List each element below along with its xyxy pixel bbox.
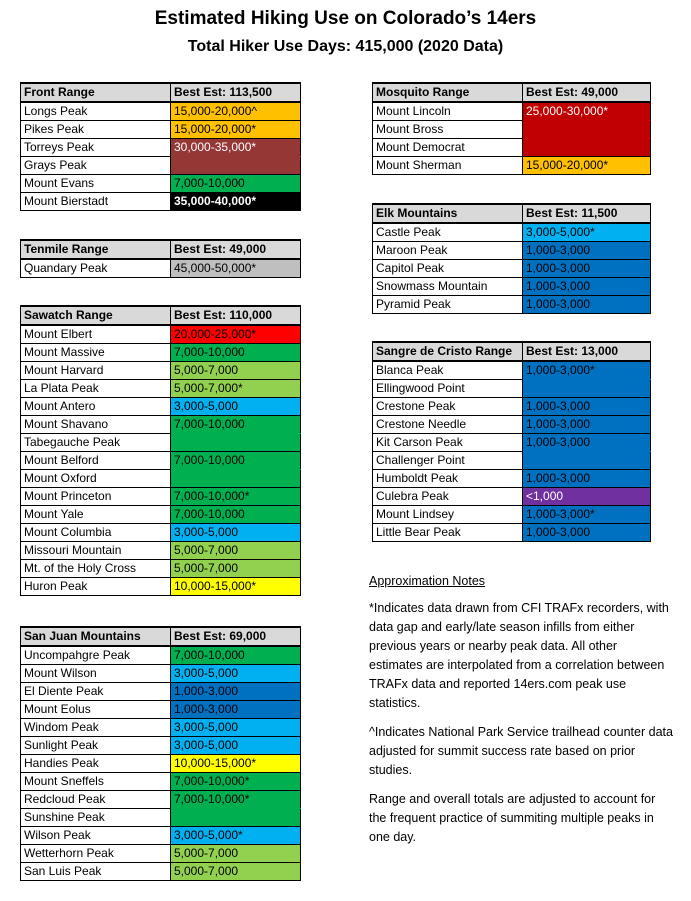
use-estimate [171, 157, 301, 175]
table-row [21, 542, 301, 560]
table-row [373, 278, 651, 296]
peak-name: Sunshine Peak [21, 809, 171, 827]
peak-name: El Diente Peak [21, 683, 171, 701]
table-row [373, 157, 651, 175]
peak-name: San Luis Peak [21, 863, 171, 881]
table-row [373, 102, 651, 121]
sangre-de-cristo-range-table [372, 341, 651, 542]
use-estimate: 1,000-3,000 [523, 398, 651, 416]
use-estimate: 1,000-3,000 [523, 470, 651, 488]
table-header-row [373, 83, 651, 102]
table-row [21, 193, 301, 211]
table-row [21, 102, 301, 121]
peak-name: Mount Yale [21, 506, 171, 524]
peak-name: Mount Democrat [373, 139, 523, 157]
table-row [21, 827, 301, 845]
range-name: Tenmile Range [21, 240, 171, 259]
note-caret: ^Indicates National Park Service trailhead counter data adjusted for summit success rate based on prior studies. [369, 725, 673, 777]
use-estimate: 15,000-20,000* [523, 157, 651, 175]
table-row [21, 344, 301, 362]
use-estimate: 5,000-7,000* [171, 380, 301, 398]
use-estimate: 1,000-3,000* [523, 506, 651, 524]
peak-name: Mount Wilson [21, 665, 171, 683]
notes-heading: Approximation Notes [369, 574, 486, 588]
peak-name: Mount Lincoln [373, 102, 523, 121]
table-row [373, 488, 651, 506]
table-row [21, 845, 301, 863]
table-row [373, 398, 651, 416]
table-row [21, 524, 301, 542]
peak-name: Crestone Needle [373, 416, 523, 434]
table-row [21, 791, 301, 809]
use-estimate: 25,000-30,000* [523, 102, 651, 121]
peak-name: Quandary Peak [21, 259, 171, 278]
table-row [373, 380, 651, 398]
peak-name: Grays Peak [21, 157, 171, 175]
table-row [21, 470, 301, 488]
table-row [21, 683, 301, 701]
use-estimate: 7,000-10,000* [171, 773, 301, 791]
range-name: San Juan Mountains [21, 627, 171, 646]
table-row [373, 242, 651, 260]
table-row [21, 157, 301, 175]
table-row [373, 470, 651, 488]
peak-name: Wilson Peak [21, 827, 171, 845]
peak-name: Handies Peak [21, 755, 171, 773]
peak-name: Mount Sneffels [21, 773, 171, 791]
peak-name: Capitol Peak [373, 260, 523, 278]
peak-name: Longs Peak [21, 102, 171, 121]
note-totals: Range and overall totals are adjusted to account for the frequent practice of summiting multiple peaks in one day. [369, 792, 656, 844]
use-estimate: 7,000-10,000 [171, 646, 301, 665]
table-row [373, 524, 651, 542]
page-subtitle: Total Hiker Use Days: 415,000 (2020 Data) [187, 38, 504, 55]
peak-name: Castle Peak [373, 223, 523, 242]
use-estimate: 7,000-10,000 [171, 344, 301, 362]
peak-name: Uncompahgre Peak [21, 646, 171, 665]
range-name: Sangre de Cristo Range [373, 342, 523, 361]
table-row [21, 362, 301, 380]
table-row [21, 737, 301, 755]
peak-name: Mount Harvard [21, 362, 171, 380]
use-estimate: 3,000-5,000 [171, 719, 301, 737]
use-estimate: 5,000-7,000 [171, 560, 301, 578]
range-name: Mosquito Range [373, 83, 523, 102]
table-row [373, 506, 651, 524]
peak-name: Mount Evans [21, 175, 171, 193]
use-estimate: 1,000-3,000* [523, 361, 651, 380]
table-row [21, 325, 301, 344]
peak-name: Challenger Point [373, 452, 523, 470]
table-row [373, 452, 651, 470]
peak-name: Pyramid Peak [373, 296, 523, 314]
peak-name: Humboldt Peak [373, 470, 523, 488]
range-best-estimate: Best Est: 110,000 [171, 306, 301, 325]
use-estimate [171, 434, 301, 452]
table-row [21, 139, 301, 157]
peak-name: Mount Antero [21, 398, 171, 416]
table-row [21, 121, 301, 139]
use-estimate: 1,000-3,000 [523, 416, 651, 434]
use-estimate: 1,000-3,000 [523, 260, 651, 278]
use-estimate: 3,000-5,000* [523, 223, 651, 242]
peak-name: Ellingwood Point [373, 380, 523, 398]
range-best-estimate: Best Est: 49,000 [523, 83, 651, 102]
table-row [21, 665, 301, 683]
peak-name: Redcloud Peak [21, 791, 171, 809]
note-asterisk: *Indicates data drawn from CFI TRAFx recorders, with data gap and early/late season infills from either previous years or nearby peak data. All other estimates are interpolated from a correlation between TRAFx data and reported 14ers.com peak use statistics. [369, 601, 669, 710]
peak-name: Mount Princeton [21, 488, 171, 506]
table-header-row [373, 342, 651, 361]
use-estimate: 7,000-10,000 [171, 416, 301, 434]
table-row [21, 259, 301, 278]
range-best-estimate: Best Est: 69,000 [171, 627, 301, 646]
table-row [373, 361, 651, 380]
page-title: Estimated Hiking Use on Colorado’s 14ers [154, 8, 537, 29]
range-name: Front Range [21, 83, 171, 102]
table-row [373, 260, 651, 278]
use-estimate: 1,000-3,000 [523, 524, 651, 542]
use-estimate: <1,000 [523, 488, 651, 506]
table-row [21, 506, 301, 524]
peak-name: Mount Eolus [21, 701, 171, 719]
table-row [21, 175, 301, 193]
tenmile-range-table [20, 239, 301, 278]
table-row [373, 416, 651, 434]
use-estimate: 3,000-5,000 [171, 737, 301, 755]
peak-name: Mount Elbert [21, 325, 171, 344]
use-estimate [171, 809, 301, 827]
table-row [21, 488, 301, 506]
peak-name: Missouri Mountain [21, 542, 171, 560]
use-estimate [523, 452, 651, 470]
table-row [21, 646, 301, 665]
range-name: Sawatch Range [21, 306, 171, 325]
peak-name: Mt. of the Holy Cross [21, 560, 171, 578]
table-row [373, 296, 651, 314]
use-estimate: 5,000-7,000 [171, 845, 301, 863]
peak-name: Mount Oxford [21, 470, 171, 488]
table-header-row [21, 306, 301, 325]
peak-name: Torreys Peak [21, 139, 171, 157]
use-estimate: 20,000-25,000* [171, 325, 301, 344]
range-best-estimate: Best Est: 49,000 [171, 240, 301, 259]
san-juan-mountains-table [20, 626, 301, 881]
use-estimate: 5,000-7,000 [171, 863, 301, 881]
use-estimate [523, 139, 651, 157]
use-estimate: 45,000-50,000* [171, 259, 301, 278]
use-estimate: 1,000-3,000 [523, 296, 651, 314]
use-estimate: 15,000-20,000* [171, 121, 301, 139]
use-estimate: 3,000-5,000 [171, 398, 301, 416]
peak-name: Culebra Peak [373, 488, 523, 506]
peak-name: Crestone Peak [373, 398, 523, 416]
peak-name: Blanca Peak [373, 361, 523, 380]
use-estimate: 1,000-3,000 [523, 434, 651, 452]
peak-name: La Plata Peak [21, 380, 171, 398]
table-row [21, 398, 301, 416]
peak-name: Little Bear Peak [373, 524, 523, 542]
table-row [373, 434, 651, 452]
use-estimate: 5,000-7,000 [171, 542, 301, 560]
table-header-row [21, 627, 301, 646]
use-estimate: 3,000-5,000 [171, 524, 301, 542]
peak-name: Pikes Peak [21, 121, 171, 139]
table-row [21, 560, 301, 578]
use-estimate: 1,000-3,000 [523, 278, 651, 296]
table-row [21, 578, 301, 596]
peak-name: Sunlight Peak [21, 737, 171, 755]
table-row [373, 121, 651, 139]
peak-name: Mount Bierstadt [21, 193, 171, 211]
use-estimate: 1,000-3,000 [171, 683, 301, 701]
peak-name: Mount Lindsey [373, 506, 523, 524]
table-row [21, 452, 301, 470]
peak-name: Snowmass Mountain [373, 278, 523, 296]
table-row [21, 809, 301, 827]
use-estimate: 5,000-7,000 [171, 362, 301, 380]
approximation-notes [369, 572, 674, 857]
use-estimate: 10,000-15,000* [171, 755, 301, 773]
use-estimate: 1,000-3,000 [523, 242, 651, 260]
use-estimate: 7,000-10,000 [171, 175, 301, 193]
use-estimate: 7,000-10,000 [171, 452, 301, 470]
table-row [21, 701, 301, 719]
elk-mountains-table [372, 203, 651, 314]
front-range-table [20, 82, 301, 211]
peak-name: Kit Carson Peak [373, 434, 523, 452]
use-estimate [171, 470, 301, 488]
peak-name: Mount Shavano [21, 416, 171, 434]
use-estimate: 3,000-5,000* [171, 827, 301, 845]
table-header-row [373, 204, 651, 223]
use-estimate: 10,000-15,000* [171, 578, 301, 596]
table-row [21, 416, 301, 434]
use-estimate: 35,000-40,000* [171, 193, 301, 211]
use-estimate: 7,000-10,000 [171, 506, 301, 524]
sawatch-range-table [20, 305, 301, 596]
peak-name: Windom Peak [21, 719, 171, 737]
table-header-row [21, 83, 301, 102]
use-estimate: 1,000-3,000 [171, 701, 301, 719]
table-row [21, 380, 301, 398]
range-best-estimate: Best Est: 113,500 [171, 83, 301, 102]
mosquito-range-table [372, 82, 651, 175]
table-row [373, 139, 651, 157]
use-estimate: 7,000-10,000* [171, 488, 301, 506]
range-best-estimate: Best Est: 13,000 [523, 342, 651, 361]
peak-name: Mount Columbia [21, 524, 171, 542]
table-row [21, 719, 301, 737]
table-row [373, 223, 651, 242]
peak-name: Mount Bross [373, 121, 523, 139]
table-row [21, 773, 301, 791]
use-estimate [523, 380, 651, 398]
table-row [21, 863, 301, 881]
range-name: Elk Mountains [373, 204, 523, 223]
peak-name: Mount Massive [21, 344, 171, 362]
peak-name: Wetterhorn Peak [21, 845, 171, 863]
use-estimate: 30,000-35,000* [171, 139, 301, 157]
peak-name: Mount Belford [21, 452, 171, 470]
peak-name: Tabegauche Peak [21, 434, 171, 452]
table-row [21, 755, 301, 773]
use-estimate: 15,000-20,000^ [171, 102, 301, 121]
peak-name: Maroon Peak [373, 242, 523, 260]
range-best-estimate: Best Est: 11,500 [523, 204, 651, 223]
use-estimate: 7,000-10,000* [171, 791, 301, 809]
table-row [21, 434, 301, 452]
table-header-row [21, 240, 301, 259]
use-estimate [523, 121, 651, 139]
peak-name: Mount Sherman [373, 157, 523, 175]
use-estimate: 3,000-5,000 [171, 665, 301, 683]
peak-name: Huron Peak [21, 578, 171, 596]
